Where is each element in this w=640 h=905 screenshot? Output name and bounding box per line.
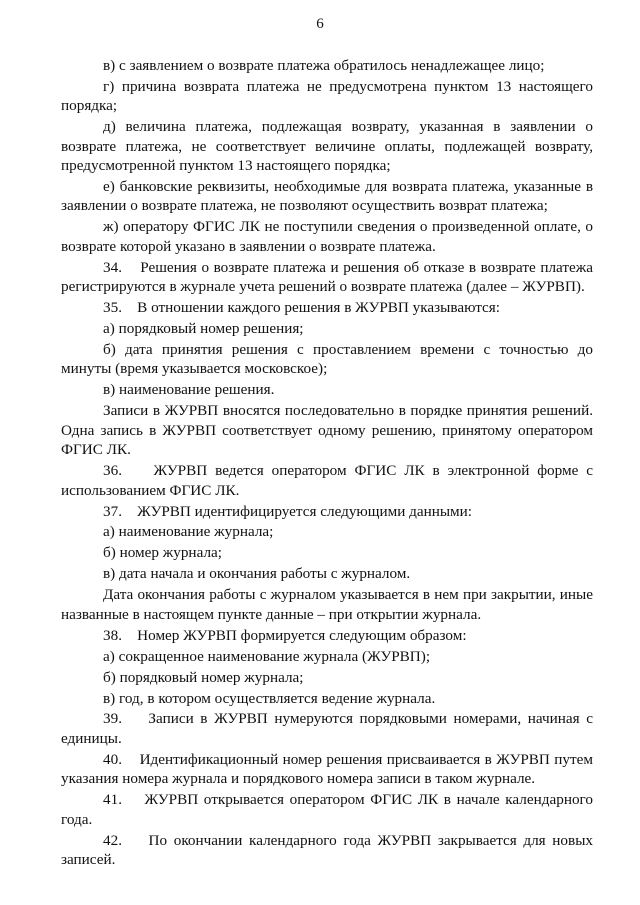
paragraph-38: 38. Номер ЖУРВП формируется следующим образом: xyxy=(103,626,467,644)
paragraph-34: 34. Решения о возврате платежа и решения об отказе в возврате платежа регистрируются в журнале учета решений о возврате платежа (далее – ЖУРВП). xyxy=(61,258,593,296)
paragraph-37: 37. ЖУРВП идентифицируется следующими данными: xyxy=(103,502,473,520)
paragraph-journal-dates: Дата окончания работы с журналом указывается в нем при закрытии, иные названные в настоящем пункте данные – при открытии журнала. xyxy=(61,586,593,623)
paragraph-38-v: в) год, в котором осуществляется ведение журнала. xyxy=(103,689,436,707)
paragraph-35-b: б) дата принятия решения с проставлением времени с точностью до минуты (время указывается московское); xyxy=(61,341,593,378)
paragraph-g-reason-not-provided: г) причина возврата платежа не предусмотрена пунктом 13 настоящего порядка; xyxy=(61,77,593,115)
paragraph-37-v: в) дата начала и окончания работы с журналом. xyxy=(103,565,411,583)
paragraph-35-v: в) наименование решения. xyxy=(103,381,275,399)
paragraph-37-b: б) номер журнала; xyxy=(103,544,222,562)
paragraph-42: 42. По окончании календарного года ЖУРВП закрывается для новых записей. xyxy=(61,831,593,868)
paragraph-35-a: а) порядковый номер решения; xyxy=(103,320,304,338)
paragraph-35: 35. В отношении каждого решения в ЖУРВП указываются: xyxy=(103,299,500,317)
paragraph-zh-no-payment-info: ж) оператору ФГИС ЛК не поступили сведения о произведенной оплате, о возврате которой указано в заявлении о возврате платежа. xyxy=(61,218,593,255)
paragraph-39: 39. Записи в ЖУРВП нумеруются порядковыми номерами, начиная с единицы. xyxy=(61,710,593,747)
paragraph-40: 40. Идентификационный номер решения присваивается в ЖУРВП путем указания номера журнала и порядкового номера записи в таком журнале. xyxy=(61,750,593,788)
paragraph-38-b: б) порядковый номер журнала; xyxy=(103,668,304,686)
paragraph-41: 41. ЖУРВП открывается оператором ФГИС ЛК в начале календарного года. xyxy=(61,791,593,828)
paragraph-records-order: Записи в ЖУРВП вносятся последовательно в порядке принятия решений. Одна запись в ЖУРВП соответствует одному решению, принятому оператором ФГИС ЛК. xyxy=(61,402,593,459)
page-number: 6 xyxy=(316,16,324,32)
paragraph-d-payment-amount: д) величина платежа, подлежащая возврату, указанная в заявлении о возврате платежа, не соответствует величине оплаты, подлежащей возврату, предусмотренной пунктом 13 настоящего порядка; xyxy=(61,118,593,175)
document-body xyxy=(61,56,593,871)
paragraph-36: 36. ЖУРВП ведется оператором ФГИС ЛК в электронной форме с использованием ФГИС ЛК. xyxy=(61,462,593,499)
paragraph-v-improper-applicant: в) с заявлением о возврате платежа обратилось ненадлежащее лицо; xyxy=(103,57,545,74)
paragraph-e-bank-details: е) банковские реквизиты, необходимые для возврата платежа, указанные в заявлении о возврате платежа, не позволяют осуществить возврат платежа; xyxy=(61,178,593,215)
paragraph-38-a: а) сокращенное наименование журнала (ЖУРВП); xyxy=(103,647,431,665)
paragraph-37-a: а) наименование журнала; xyxy=(103,523,274,541)
